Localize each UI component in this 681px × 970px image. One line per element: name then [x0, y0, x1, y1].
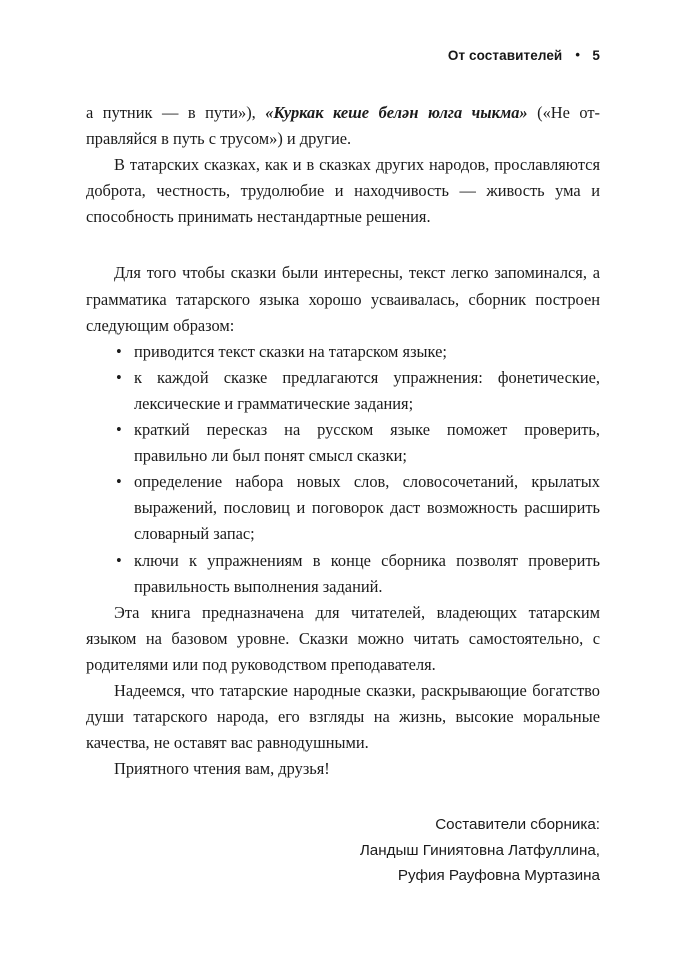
- list-item: [86, 469, 600, 547]
- list-item: [86, 417, 600, 469]
- signature-label: Составители сборника:: [435, 816, 600, 834]
- paragraph-book-structure-intro: Для того чтобы сказки были интересны, текст легко запоминался, а грамматика татарского языка хорошо усваивалась, сборник построен следующим образом:: [86, 263, 600, 335]
- paragraph-continued-after-italic: («Не отправляйся в путь с трусом») и другие.: [86, 103, 601, 149]
- bullet-dot-icon: •: [116, 550, 122, 570]
- bullet-dot-icon: •: [116, 420, 122, 440]
- bullet-dot-icon: •: [116, 367, 122, 387]
- tatar-proverb-italic: «Куркак кеше белән юлга чыкма»: [265, 103, 528, 122]
- page-number: 5: [592, 48, 600, 63]
- running-head-title: От составителей: [447, 48, 563, 63]
- bullet-dot-icon: •: [116, 341, 122, 361]
- signature-block: [86, 812, 600, 889]
- list-item: [86, 339, 600, 365]
- paragraph-target-audience: Эта книга предназначена для читателей, владеющих татарским языком на базовом уровне. Сказки можно читать самостоятельно, с родителями или под руководством преподавателя.: [86, 602, 600, 674]
- paragraph-group-spacer: [86, 230, 600, 260]
- compiler-name-second: Руфия Рауфовна Муртазина: [397, 867, 600, 885]
- running-head: [448, 48, 600, 63]
- list-item: [86, 548, 600, 600]
- running-head-separator-icon: •: [575, 47, 580, 62]
- list-item-label: к каждой сказке предлагаются упражнения: фонетические, лексические и грамматические задания;: [134, 367, 600, 413]
- structure-bullet-list: [86, 339, 600, 600]
- paragraph-continued-before-italic: а путник — в пути»),: [86, 103, 266, 122]
- list-item: [86, 365, 600, 417]
- paragraph-continued: [86, 100, 600, 152]
- list-item-label: определение набора новых слов, словосочетаний, крылатых выражений, пословиц и поговорок даст возможность расширить словарный запас;: [134, 472, 600, 544]
- compiler-name-first: Ландыш Гиниятовна Латфуллина,: [359, 841, 600, 859]
- list-item-label: краткий пересказ на русском языке поможет проверить, правильно ли был понят смысл сказки;: [134, 420, 600, 466]
- list-item-label: ключи к упражнениям в конце сборника позволят проверить правильность выполнения заданий.: [134, 550, 600, 596]
- paragraph-closing-wish: Надеемся, что татарские народные сказки, раскрывающие богатство души татарского народа, его взгляды на жизнь, высокие моральные качества, не оставят вас равнодушными.: [86, 680, 600, 753]
- bullet-dot-icon: •: [116, 472, 122, 492]
- list-item-label: приводится текст сказки на татарском языке;: [134, 341, 447, 361]
- paragraph-happy-reading: Приятного чтения вам, друзья!: [114, 759, 330, 779]
- paragraph-tatar-tales-values: В татарских сказках, как и в сказках других народов, прославляются доброта, честность, трудолюбие и находчивость — живость ума и способность принимать нестандартные решения.: [86, 155, 600, 227]
- body-text-block: [86, 100, 600, 889]
